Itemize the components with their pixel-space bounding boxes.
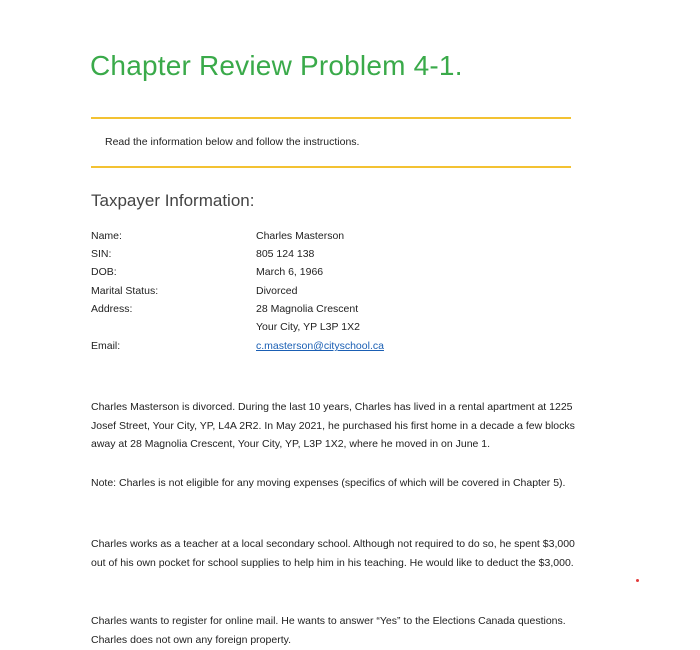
top-divider — [91, 117, 571, 119]
instruction-text: Read the information below and follow the instructions. — [105, 136, 360, 148]
info-label: Marital Status: — [91, 285, 159, 297]
page-title: Chapter Review Problem 4-1. — [90, 50, 463, 81]
info-value: 805 124 138 — [256, 248, 315, 260]
paragraph-employment: Charles works as a teacher at a local secondary school. Although not required to do so, he spent $3,000 out of his own pocket for school supplies to help him in his teaching. He would like to deduct the $3,000. — [91, 538, 575, 569]
info-label: Address: — [91, 303, 133, 315]
info-label: SIN: — [91, 248, 112, 260]
email-link[interactable]: c.masterson@cityschool.ca — [256, 340, 384, 352]
section-title: Taxpayer Information: — [91, 191, 255, 210]
info-value: 28 Magnolia Crescent — [256, 303, 359, 315]
bottom-divider — [91, 166, 571, 168]
info-label: Email: — [91, 340, 121, 352]
info-value: Charles Masterson — [256, 230, 345, 242]
info-label: DOB: — [91, 266, 117, 278]
info-value: March 6, 1966 — [256, 266, 324, 278]
info-label: Name: — [91, 230, 122, 242]
info-value: Your City, YP L3P 1X2 — [256, 321, 360, 333]
red-dot-mark — [636, 579, 639, 582]
paragraph-background: Charles Masterson is divorced. During the last 10 years, Charles has lived in a rental apartment at 1225 Josef Street, Your City, YP, L4A 2R2. In May 2021, he purchased his first home in a decade a few blocks away at 28 Magnolia Crescent, Your City, YP, L3P 1X2, where he moved in on June 1. — [91, 401, 575, 450]
paragraph-preferences: Charles wants to register for online mail. He wants to answer “Yes” to the Elections Canada questions. Charles does not own any foreign property. — [91, 615, 566, 646]
info-value: Divorced — [256, 285, 298, 297]
paragraph-note: Note: Charles is not eligible for any moving expenses (specifics of which will be covered in Chapter 5). — [91, 477, 566, 489]
